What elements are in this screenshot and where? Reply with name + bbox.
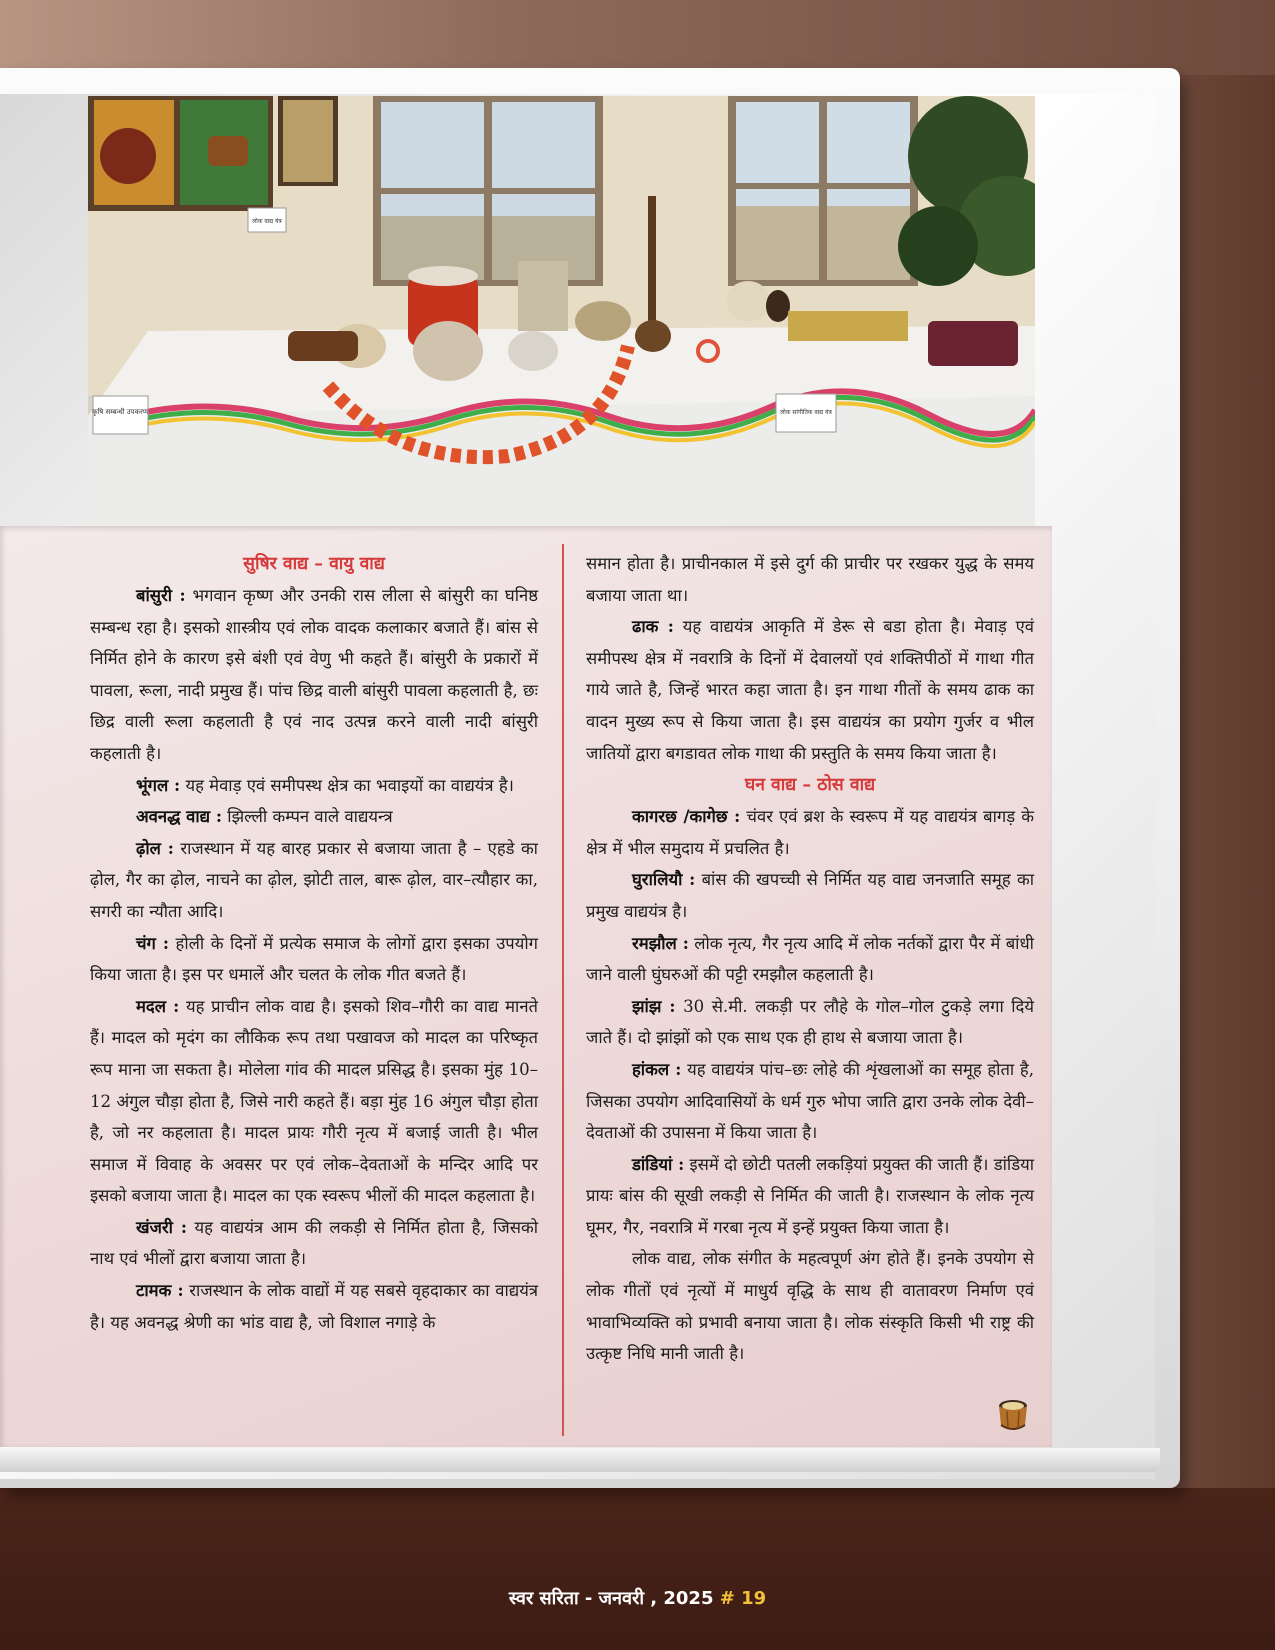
page-number: # 19 (719, 1588, 767, 1609)
photo-sign-music: लोक सांगीतिक वाद्य यंत्र (780, 409, 832, 416)
para-dandiya: डांडियां : इसमें दो छोटी पतली लकड़ियां प्रयुक्त की जाती हैं। डांडिया प्रायः बांस की सूखी लकड़ी से निर्मित की जाती है। राजस्थान के लोक नृत्य घूमर, गैर, नवरात्रि में गरबा नृत्य में इन्हें प्रयुक्त किया जाता है। (586, 1153, 1034, 1237)
page-frame-bevel (0, 1448, 1160, 1472)
exhibition-photo (88, 96, 1035, 526)
term-dhol: ढ़ोल : (136, 837, 174, 858)
term-chang: चंग : (136, 932, 170, 953)
para-avanaddh: अवनद्ध वाद्य : झिल्ली कम्पन वाले वाद्ययन्त्र (136, 806, 393, 827)
para-khanjari: खंजरी : यह वाद्ययंत्र आम की लकड़ी से निर्मित होता है, जिसको नाथ एवं भीलों द्वारा बजाया जाता है। (90, 1216, 538, 1269)
column-divider (562, 544, 564, 1436)
para-madal: मदल : यह प्राचीन लोक वाद्य है। इसको शिव–गौरी का वाद्य मानते हैं। मादल को मृदंग का लौकिक रूप तथा पखावज को मादल का परिष्कृत रूप माना जा सकता है। मोलेला गांव की मादल प्रसिद्ध है। इसका मुंह 10–12 अंगुल चौड़ा होता है, जिसे नारी कहते हैं। बड़ा मुंह 16 अंगुल चौड़ा होता है, जो नर कहलाता है। मादल प्रायः गौरी नृत्य में बजाई जाती है। भील समाज में विवाह के अवसर पर एवं लोक–देवताओं के मन्दिर आदि पर इसको बजाया जाता है। मादल का एक स्वरूप भीलों की मादल कहलाता है। (90, 995, 538, 1206)
term-bhungal: भूंगल : (136, 774, 181, 795)
para-kagarachh: कागरछ /कागेछ : चंवर एवं ब्रश के स्वरूप में यह वाद्ययंत्र बागड़ के क्षेत्र में भील समुदाय में प्रचलित है। (586, 806, 1035, 858)
photo-sign-agri: कृषि सम्बन्धी उपकरण (92, 408, 148, 416)
top-background (0, 0, 1275, 75)
term-khanjari: खंजरी : (136, 1216, 188, 1237)
para-bhungal: भूंगल : यह मेवाड़ एवं समीपस्थ क्षेत्र का भवाइयों का वाद्ययंत्र है। (136, 774, 514, 795)
term-ramjhol: रमझौल : (632, 932, 689, 953)
para-dhol: ढ़ोल : राजस्थान में यह बारह प्रकार से बजाया जाता है – एहडे का ढ़ोल, गैर का ढ़ोल, नाचने का ढ़ोल, झोटी ताल, बारू ढ़ोल, वार–त्यौहार का, सगरी का न्यौता आदि। (90, 837, 538, 921)
section-heading-sushir: सुषिर वाद्य – वायु वाद्य (243, 554, 385, 574)
term-dhak: ढाक : (632, 616, 674, 637)
term-kagarachh: कागरछ /कागेछ : (632, 806, 741, 827)
page-footer (0, 1586, 1275, 1610)
para-dhak: ढाक : यह वाद्ययंत्र आकृति में डेरू से बडा होता है। मेवाड़ एवं समीपस्थ क्षेत्र में नवरात्रि के दिनों में देवालयों एवं शक्तिपीठों में गाथा गीत गाये जाते है, जिन्हें भारत कहा जाता है। इन गाथा गीतों के समय ढाक का वादन मुख्य रूप से किया जाता है। इस वाद्ययंत्र का प्रयोग गुर्जर व भील जातियों द्वारा बगडावत लोक गाथा की प्रस्तुति के समय किया जाता है। (586, 616, 1034, 763)
para-tamak: टामक : राजस्थान के लोक वाद्यों में यह सबसे वृहदाकार का वाद्ययंत्र है। यह अवनद्ध श्रेणी का भांड वाद्य है, जो विशाल नगाड़े के (90, 1280, 538, 1332)
drum-icon (995, 1397, 1031, 1437)
term-bansuri: बांसुरी : (136, 585, 186, 605)
para-tamak-continued: समान होता है। प्राचीनकाल में इसे दुर्ग की प्राचीर पर रखकर युद्ध के समय बजाया जाता था। (586, 554, 1034, 605)
term-dandiya: डांडियां : (632, 1153, 685, 1174)
para-ghuraliyo: घुरालियौ : बांस की खपच्ची से निर्मित यह वाद्य जनजाति समूह का प्रमुख वाद्ययंत्र है। (586, 869, 1034, 921)
term-jhanjh: झांझ : (632, 995, 676, 1016)
para-hankal: हांकल : यह वाद्ययंत्र पांच–छः लोहे की शृंखलाओं का समूह होता है, जिसका उपयोग आदिवासियों के धर्म गुरु भोपा जाति द्वारा उनके लोक देवी–देवताओं की उपासना में किया जाता है। (586, 1058, 1034, 1143)
left-column (90, 548, 538, 1338)
bottom-background (0, 1488, 1275, 1650)
footer-magazine-title: स्वर सरिता - जनवरी , 2025 (508, 1588, 720, 1609)
para-bansuri: बांसुरी : भगवान कृष्ण और उनकी रास लीला से बांसुरी का घनिष्ठ सम्बन्ध रहा है। इसको शास्त्रीय एवं लोक वादक कलाकार बजाते हैं। बांस से निर्मित होने के कारण इसे बंशी एवं वेणु भी कहते हैं। बांसुरी के प्रकारों में पावला, रूला, नादी प्रमुख हैं। पांच छिद्र वाली बांसुरी पावला कहलाती है, छः छिद्र वाली रूला कहलाती है एवं नाद उत्पन्न करने वाली नादी बांसुरी कहलाती है। (90, 585, 539, 763)
right-column (586, 548, 1034, 1370)
section-heading-ghan: घन वाद्य – ठोस वाद्य (744, 775, 876, 796)
para-ramjhol: रमझौल : लोक नृत्य, गैर नृत्य आदि में लोक नर्तकों द्वारा पैर में बांधी जाने वाली घुंघरुओं की पट्टी रमझौल कहलाती है। (586, 932, 1034, 985)
photo-sign-folk: लोक वाद्य यंत्र (252, 218, 282, 225)
term-hankal: हांकल : (632, 1058, 682, 1079)
term-madal: मदल : (136, 995, 180, 1016)
para-chang: चंग : होली के दिनों में प्रत्येक समाज के लोगों द्वारा इसका उपयोग किया जाता है। इस पर धमालें और चलत के लोक गीत बजते हैं। (90, 932, 538, 985)
term-ghuraliyo: घुरालियौ : (632, 869, 696, 890)
term-tamak: टामक : (136, 1280, 184, 1301)
para-conclusion: लोक वाद्य, लोक संगीत के महत्वपूर्ण अंग होते हैं। इनके उपयोग से लोक गीतों एवं नृत्यों में माधुर्य वृद्धि के साथ ही वातावरण निर्माण एवं भावाभिव्यक्ति को प्रभावी बनाया जाता है। लोक संस्कृति किसी भी राष्ट्र की उत्कृष्ट निधि मानी जाती है। (586, 1249, 1034, 1364)
para-jhanjh: झांझ : 30 से.मी. लकड़ी पर लौहे के गोल–गोल टुकड़े लगा दिये जाते हैं। दो झांझों को एक साथ एक ही हाथ से बजाया जाता है। (586, 995, 1034, 1048)
term-avanaddh: अवनद्ध वाद्य : (136, 806, 223, 827)
